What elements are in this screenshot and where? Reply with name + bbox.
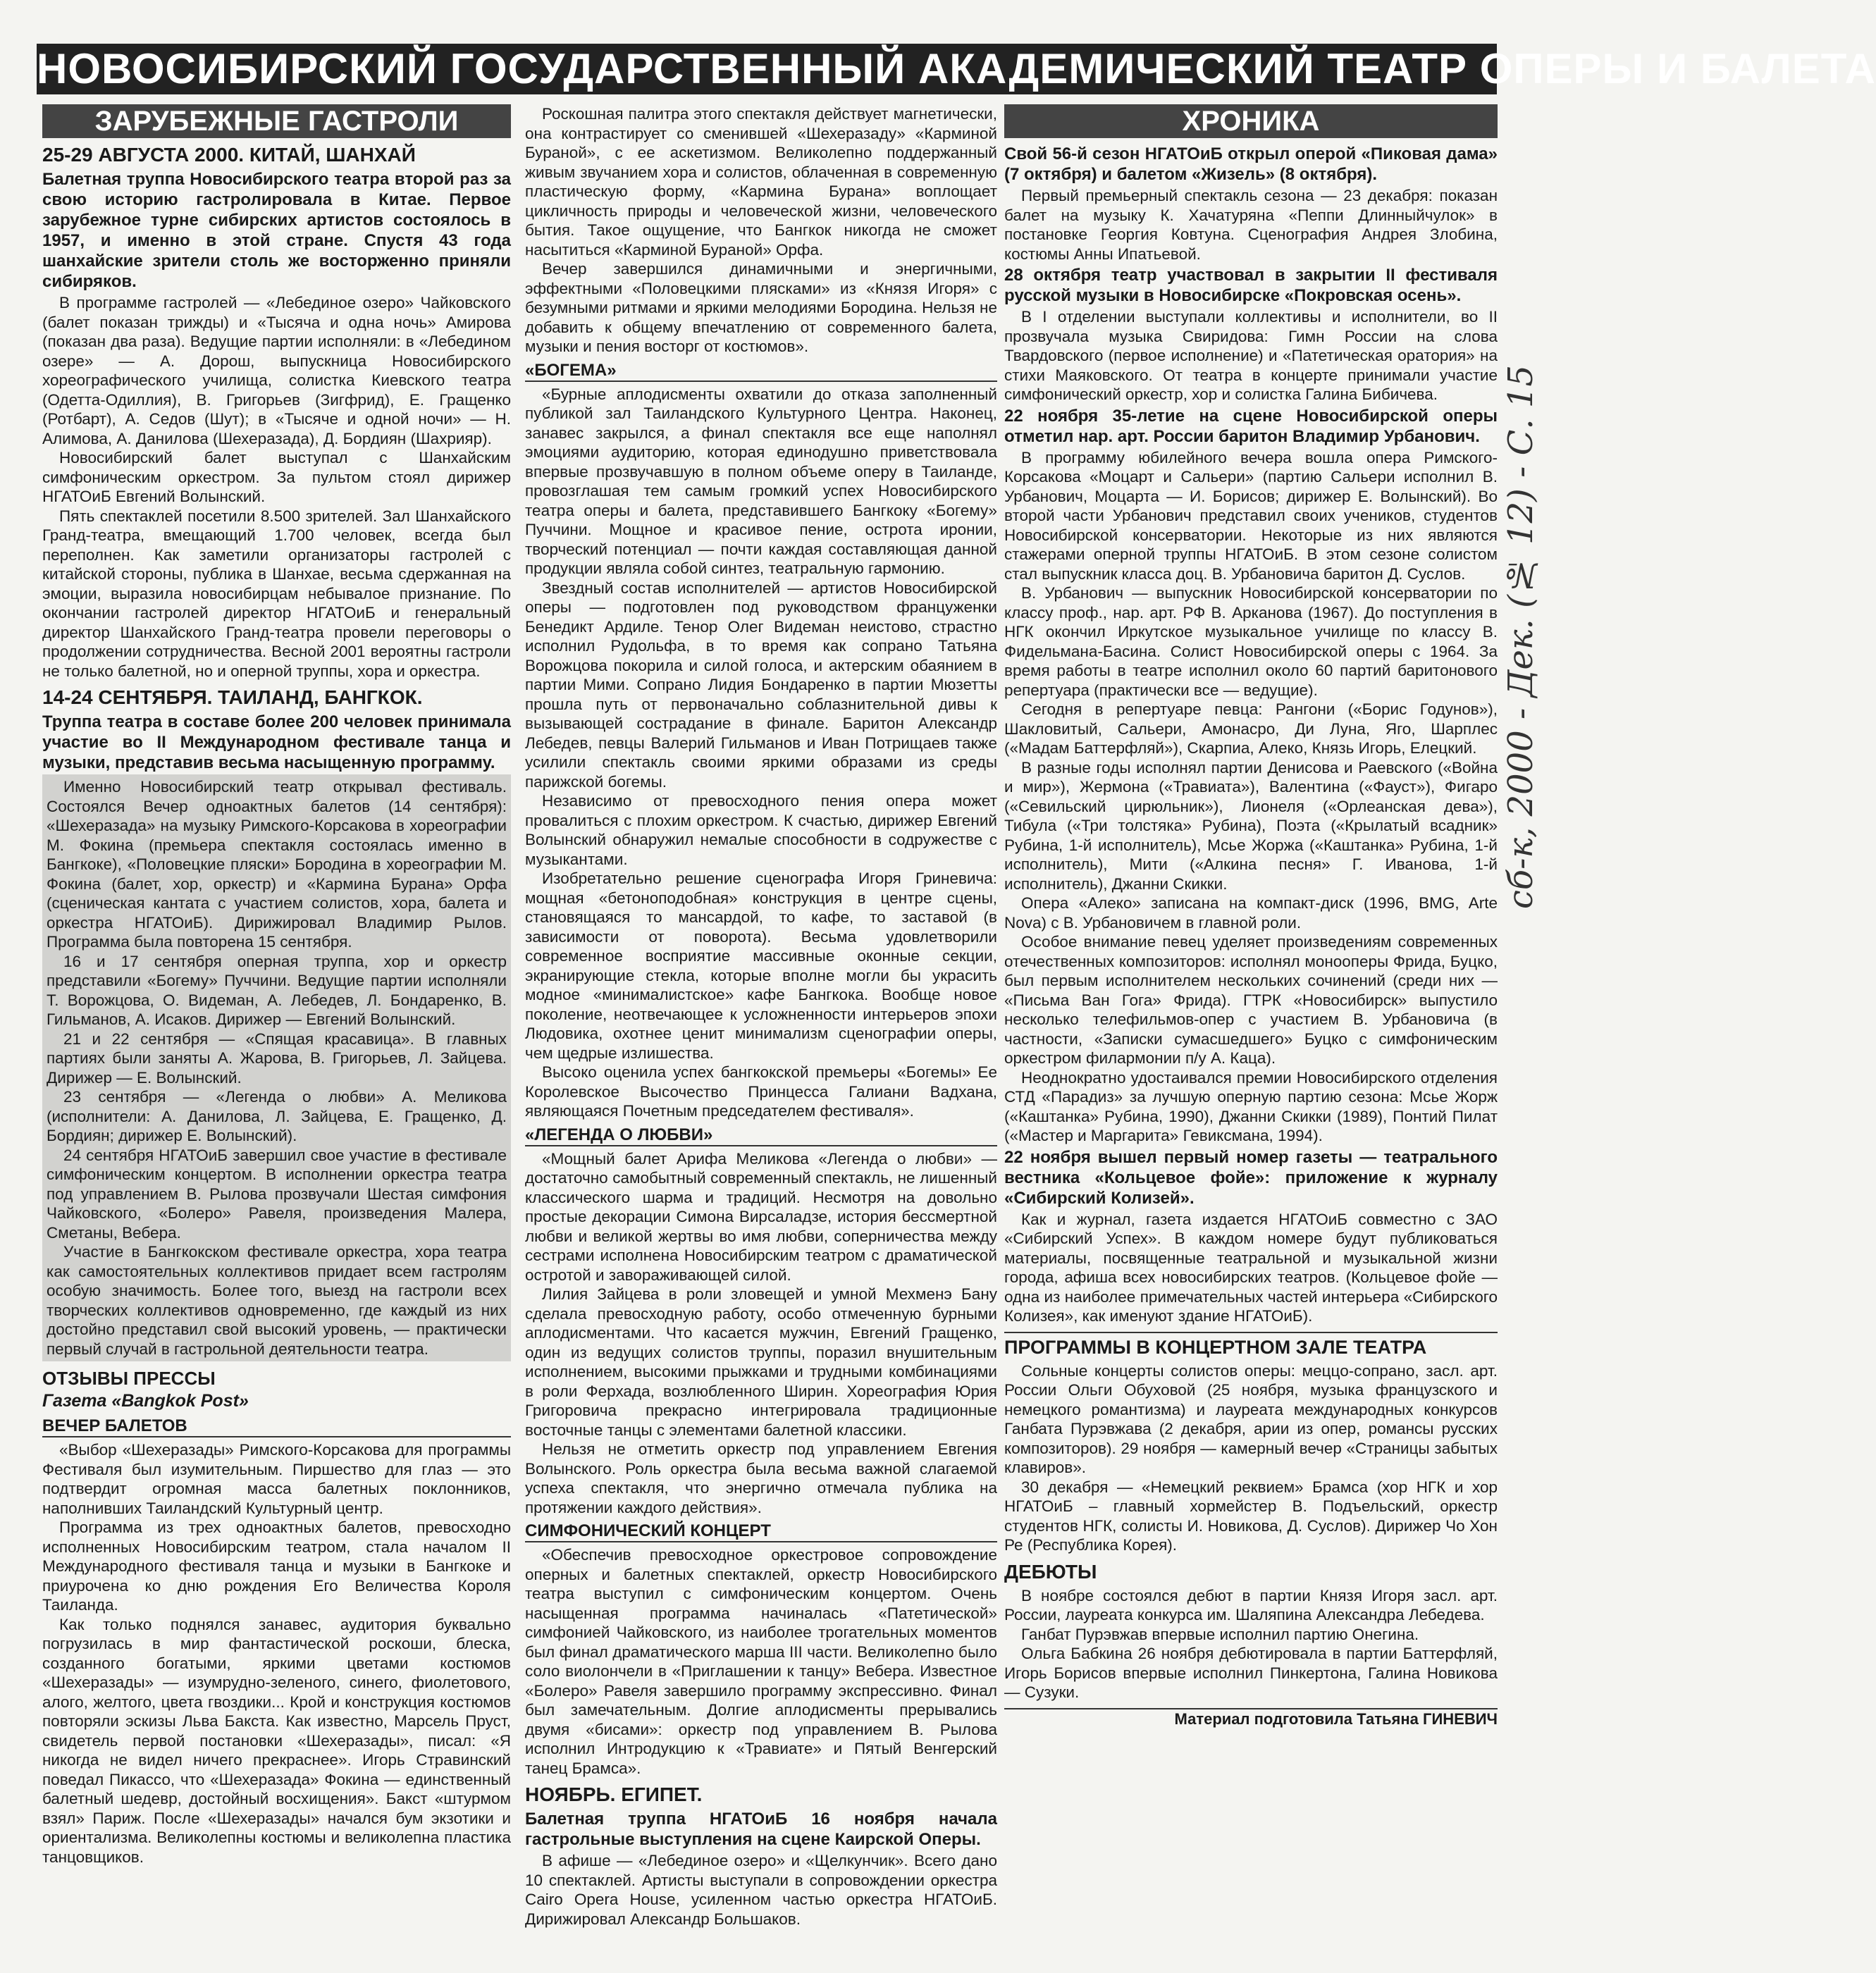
paragraph: Звездный состав исполнителей — артистов Новосибирской оперы — подготовлен под руководством француженки Бенедикт Ардиле. Тенор Олег Видеман неистово, страстно исполнил Рудольфа, в то время как сопрано Татьяна Ворожцова покорила и силой голоса, и актерским обаянием в партии Мими. Сопрано Лидия Бондаренко в партии Мюзетты прошла путь от первоначально соблазнительной дивы к вызывающей сострадание в финале. Баритон Александр Лебедев, певцы Валерий Гильманов и Иван Потрищаев также усилили спектакль своими яркими образами из среды парижской богемы.: [525, 579, 997, 791]
paragraph: «Обеспечив превосходное оркестровое сопровождение оперных и балетных спектаклей, оркестр Новосибирского театра выступил с симфоническим концертом. Очень насыщенная программа начиналась «Патетической» симфонией Чайковского, из наиболее трогательных моментов был финал драматического марша III части. Великолепно было соло виолончели в «Приглашении к танцу» Вебера. Известное «Болеро» Равеля завершило программу экспрессивно. Финал был замечательным. Долгие аплодисменты прерывались двумя «бисами»: оркестр под управлением В. Рылова исполнил Интродукцию к «Травиате» и Пятый Венгерский танец Брамса».: [525, 1546, 997, 1777]
column-press-reviews: [525, 104, 997, 1928]
lead-anniversary: 22 ноября 35-летие на сцене Новосибирской оперы отметил нар. арт. России баритон Владимир Урбанович.: [1004, 406, 1498, 446]
paragraph: В афише — «Лебединое озеро» и «Щелкунчик». Всего дано 10 спектаклей. Артисты выступали в сопровождении оркестра Cairo Opera House, усиленном частью оркестра НГАТОиБ. Дирижировал Александр Большаков.: [525, 1852, 997, 1928]
paragraph: Как только поднялся занавес, аудитория буквально погрузилась в мир фантастической роскоши, блеска, созданного богатыми, яркими цветами костюмов «Шехеразады» — изумрудно-зеленого, синего, фиолетового, алого, желтого, цвета гвоздики... Крой и конструкция костюмов повторяли эскизы Льва Бакста. Как известно, Марсель Пруст, свидетель первой постановки «Шехеразады», писал: «Я никогда не видел ничего прекраснее». Игорь Стравинский поведал Пикассо, что «Шехеразада» Фокина — единственный балетный шедевр, достойный восхищения». Бакст «штурмом взял» Париж. После «Шехеразады» начался бум экзотики и ориентализма. Великолепны костюмы и великолепна пластика танцовщиков.: [42, 1615, 511, 1866]
paragraph: 16 и 17 сентября оперная труппа, хор и оркестр представили «Богему» Пуччини. Ведущие партии исполняли Т. Ворожцова, О. Видеман, А. Лебедев, Л. Бондаренко, В. Гильманов, А. Исаков. Дирижер — Евгений Волынский.: [47, 952, 507, 1028]
paragraph: Высоко оценила успех бангкокской премьеры «Богемы» Ее Королевское Высочество Принцесса Галиани Вадхана, являющаяся Почетным председателем фестиваля».: [525, 1063, 997, 1120]
heading-newspaper-name: Газета «Bangkok Post»: [42, 1391, 249, 1411]
lead-bangkok: Труппа театра в составе более 200 человек принимала участие во II Международном фестивале танца и музыки, представив весьма насыщенную программу.: [42, 712, 511, 772]
paragraph: Программа из трех одноактных балетов, превосходно исполненных Новосибирским театром, стала началом II Международного фестиваля танца и музыки в Бангкоке и приурочена ко дню рождения Его Величества Короля Таиланда.: [42, 1519, 511, 1614]
paragraph: Изобретательно решение сценографа Игоря Гриневича: мощная «бетоноподобная» конструкция в центре сцены, становящаяся то мансардой, то кафе, то заставой (в зависимости от поворота). Весьма удовлетворили современное восприятие массивные оконные секции, экранирующие стекла, которые вполне могли бы украсить модное «минималистское» кафе Бангкока. Вообще новое поколение, неотвечающее к усложненности интерьеров эпохи Людовика, охотнее ценит минимализм сценографии оперы, чем щедрые излишества.: [525, 870, 997, 1062]
paragraph: Лилия Зайцева в роли зловещей и умной Мехменэ Бану сделала превосходную работу, особо отмеченную бурными аплодисментами. Что касается мужчин, Евгений Гращенко, один из ведущих солистов труппы, поразил внушительным исполнением, высокими прыжками и трудными комбинациями в роли Ферхада, возлюбленного Ширин. Хореография Юрия Григоровича прекрасно интегрировала традиционные восточные танцы с элементами балетной классики.: [525, 1285, 997, 1439]
paragraph: В ноябре состоялся дебют в партии Князя Игоря засл. арт. России, лауреата конкурса им. Шаляпина Александра Лебедева.: [1004, 1586, 1498, 1623]
paragraph: 30 декабря — «Немецкий реквием» Брамса (хор НГК и хор НГАТОиБ – главный хормейстер В. Подъельский, оркестр студентов НГК, солисты И. Новикова, Д. Суслов). Дирижер Чо Хон Ре (Республика Корея).: [1004, 1478, 1498, 1554]
lead-newspaper: 22 ноября вышел первый номер газеты — театрального вестника «Кольцевое фойе»: приложение к журналу «Сибирский Колизей».: [1004, 1147, 1498, 1208]
heading-egypt: НОЯБРЬ. ЕГИПЕТ.: [525, 1783, 703, 1805]
paragraph: Ольга Бабкина 26 ноября дебютировала в партии Баттерфляй, Игорь Борисов впервые исполнил Пинкертона, Галина Новикова — Сузуки.: [1004, 1645, 1498, 1701]
paragraph: Ганбат Пурэвжав впервые исполнил партию Онегина.: [1021, 1625, 1419, 1643]
lead-festival: 28 октября театр участвовал в закрытии II фестиваля русской музыки в Новосибирске «Покровская осень».: [1004, 266, 1498, 305]
paragraph: Сегодня в репертуаре певца: Рангони («Борис Годунов»), Шакловитый, Сальери, Амонасро, Ди Луна, Яго, Шарплес («Мадам Баттерфляй»), Скарпиа, Алеко, Князь Игорь, Елецкий.: [1004, 700, 1498, 757]
heading-press-reviews: ОТЗЫВЫ ПРЕССЫ: [42, 1368, 216, 1389]
paragraph: В I отделении выступали коллективы и исполнители, во II прозвучала музыка Свиридова: Гимн России на слова Твардовского (первое исполнение) и «Патетическая оратория» на стихи Маяковского. От театра в концерте принимали участие симфонический оркестр, хор и солистка Галина Бибичева.: [1004, 308, 1498, 403]
masthead: НОВОСИБИРСКИЙ ГОСУДАРСТВЕННЫЙ АКАДЕМИЧЕСКИЙ ТЕАТР ОПЕРЫ И БАЛЕТА: [37, 44, 1497, 94]
paragraph: 21 и 22 сентября — «Спящая красавица». В главных партиях были заняты А. Жарова, В. Григорьев, Л. Зайцева. Дирижер — Е. Волынский.: [47, 1029, 507, 1087]
subheading-legend-of-love: «ЛЕГЕНДА О ЛЮБВИ»: [525, 1125, 997, 1146]
paragraph: В. Урбанович — выпускник Новосибирской консерватории по классу проф., нар. арт. РФ В. Арканова (1967). До поступления в НГК окончил Иркутское музыкальное училище по классу В. Фидельмана-Басина. Солист Новосибирской оперы с 1964. За время работы в театре исполнил около 60 партий баритонового репертуара (практически все — ведущие).: [1004, 584, 1498, 699]
rubric-chronicle: ХРОНИКА: [1004, 104, 1498, 138]
column-foreign-tours: [42, 104, 511, 1908]
paragraph: 24 сентября НГАТОиБ завершил свое участие в фестивале симфоническим концертом. В исполнении оркестра театра под управлением В. Рылова прозвучали Шестая симфония Чайковского, «Болеро» Равеля, произведения Малера, Сметаны, Вебера.: [47, 1146, 507, 1242]
heading-bangkok: 14-24 СЕНТЯБРЯ. ТАИЛАНД, БАНГКОК.: [42, 686, 423, 708]
lead-season: Свой 56-й сезон НГАТОиБ открыл оперой «Пиковая дама» (7 октября) и балетом «Жизель» (8 октября).: [1004, 144, 1498, 184]
paragraph: «Мощный балет Арифа Меликова «Легенда о любви» — достаточно самобытный современный спектакль, не лишенный классического шарма и традиций. Несмотря на довольно простые декорации Симона Вирсаладзе, история бессмертной любви и великой жертвы во имя любви, соперничества между сестрами исполнена Новосибирским театром с драматической остротой и завораживающей силой.: [525, 1149, 997, 1284]
paragraph: «Бурные аплодисменты охватили до отказа заполненный публикой зал Таиландского Культурного Центра. Наконец, занавес закрылся, а финал спектакля все еще наполнял эмоциями аудиторию, которая единодушно приветствовала впервые прозвучавшую в полном объеме оперу в Таиланде, провозглашая тем самым громкий успех Новосибирского театра оперы и балета, представившего Бангкоку «Богему» Пуччини. Мощное и красивое пение, острота иронии, творческий потенциал — почти каждая составляющая данной продукции являла собой синтез, театральную гармонию.: [525, 385, 997, 577]
lead-egypt: Балетная труппа НГАТОиБ 16 ноября начала гастрольные выступления на сцене Каирской Оперы.: [525, 1810, 997, 1849]
heading-concert-hall: ПРОГРАММЫ В КОНЦЕРТНОМ ЗАЛЕ ТЕАТРА: [1004, 1332, 1498, 1359]
shaded-box-festival: [42, 774, 511, 1361]
heading-debuts: ДЕБЮТЫ: [1004, 1560, 1097, 1583]
paragraph: В программе гастролей — «Лебединое озеро» Чайковского (балет показан трижды) и «Тысяча и одна ночь» Амирова (показан два раза). Ведущие партии исполняли: в «Лебедином озере» — А. Дорош, выпускница Новосибирского хореографического училища, солистка Киевского театра (Одетта-Одиллия), В. Григорьев (Зигфрид), Е. Гращенко (Ротбарт), А. Седов (Шут); в «Тысяче и одной ночи» — Н. Алимова, А. Данилова (Шехеразада), Д. Бордиян (Шахрияр).: [42, 294, 511, 447]
paragraph: Именно Новосибирский театр открывал фестиваль. Состоялся Вечер одноактных балетов (14 сентября): «Шехеразада» на музыку Римского-Корсакова в хореографии М. Фокина (премьера спектакля состоялась именно в Бангкоке), «Половецкие пляски» Бородина в хореографии М. Фокина (балет, хор, оркестр) и «Кармина Бурана» Орфа (сценическая кантата с участием солистов, хора, балета и оркестра НГАТОиБ). Дирижировал Владимир Рылов. Программа была повторена 15 сентября.: [47, 778, 507, 951]
paragraph: Опера «Алеко» записана на компакт-диск (1996, BMG, Arte Nova) с В. Урбановичем в главной роли.: [1004, 894, 1498, 932]
paragraph: Независимо от превосходного пения опера может провалиться с плохим оркестром. К счастью, дирижер Евгений Волынский обнаружил немалые способности в содружестве с музыкантами.: [525, 792, 997, 868]
handwritten-note: сб-к, 2000 - Дек. (№ 12) - С. 15: [1501, 365, 1541, 909]
subheading-ballet-evening: ВЕЧЕР БАЛЕТОВ: [42, 1416, 511, 1437]
paragraph: Сольные концерты солистов оперы: меццо-сопрано, засл. арт. России Ольги Обуховой (25 ноября, музыка французского и немецкого романтизма) и лауреата международных конкурсов Ганбата Пурэвжава (2 декабря, арии из опер, романсы русских композиторов). 29 ноября — камерный вечер «Страницы забытых клавиров».: [1004, 1361, 1498, 1476]
paragraph: В программу юбилейного вечера вошла опера Римского-Корсакова «Моцарт и Сальери» (партию Сальери исполнил В. Урбанович, Моцарта — И. Борисов; дирижер Е. Волынский). Во второй части Урбанович представил своих учеников, студентов Новосибирской консерватории. Некоторые из них являются стажерами оперной труппы НГАТОиБ. В этом сезоне солистом стал выпускник класса доц. В. Урбановича баритон Д. Суслов.: [1004, 448, 1498, 583]
paragraph: Особое внимание певец уделяет произведениям современных отечественных композиторов: исполнял монооперы Фрида, Буцко, был первым исполнителем нескольких сочинений (среди них — «Письма Ван Гога» Фрида). ГТРК «Новосибирск» выпустило несколько телефильмов-опер с участием В. Урбановича (в частности, «Записки сумасшедшего» Буцко с симфоническим оркестром филармонии п/у А. Каца).: [1004, 933, 1498, 1067]
paragraph: «Выбор «Шехеразады» Римского-Корсакова для программы Фестиваля был изумительным. Пиршество для глаз — это подтвердит огромная масса балетных поклонников, наполнивших Таиландский Культурный центр.: [42, 1441, 511, 1517]
paragraph: Нельзя не отметить оркестр под управлением Евгения Волынского. Роль оркестра была весьма важной слагаемой успеха спектакля, что энергично отмечала публика на протяжении каждого действия».: [525, 1440, 997, 1516]
subheading-boheme: «БОГЕМА»: [525, 361, 997, 382]
paragraph: Неоднократно удостаивался премии Новосибирского отделения СТД «Парадиз» за лучшую оперную партию сезона: Мсье Жорж («Каштанка» Рубина, 1990), Джанни Скикки (1989), Понтий Пилат («Мастер и Маргарита» Гевиксмана, 1994).: [1004, 1068, 1498, 1144]
rubric-foreign-tours: ЗАРУБЕЖНЫЕ ГАСТРОЛИ: [42, 104, 511, 138]
heading-shanghai: 25-29 АВГУСТА 2000. КИТАЙ, ШАНХАЙ: [42, 144, 416, 166]
paragraph: Роскошная палитра этого спектакля действует магнетически, она контрастирует со сменившей «Шехеразаду» «Карминой Бураной», с ее аскетизмом. Великолепно поддержанный живым звучанием хора и солистов, облаченная в современную пластическую форму, «Кармина Бурана» воплощает цикличность природы и человеческой жизни, человеческого бытия. Такое ощущение, что Бангкок никогда не сможет насытиться «Карминой Бураной» Орфа.: [525, 105, 997, 259]
author-signature: Материал подготовила Татьяна ГИНЕВИЧ: [1004, 1708, 1498, 1729]
paragraph: Вечер завершился динамичными и энергичными, эффектными «Половецкими плясками» из «Князя Игоря» с безумными ритмами и яркими мелодиями Бородина. Нельзя не добавить к общему впечатлению от современного балета, музыки и пения восторг от костюмов».: [525, 260, 997, 355]
lead-shanghai: Балетная труппа Новосибирского театра второй раз за свою историю гастролировала в Китае. Первое зарубежное турне сибирских артистов состоялось в 1957, и именно в этой стране. Спустя 43 года шанхайские зрители столь же восторженно приняли сибиряков.: [42, 170, 511, 291]
column-chronicle: [1004, 104, 1498, 1908]
paragraph: Новосибирский балет выступал с Шанхайским симфоническим оркестром. За пультом стоял дирижер НГАТОиБ Евгений Волынский.: [42, 449, 511, 505]
paragraph: В разные годы исполнял партии Денисова и Раевского («Война и мир»), Жермона («Травиата»), Валентина («Фауст»), Фигаро («Севильский цирюльник»), Лионеля («Орлеанская дева»), Тибула («Три толстяка» Рубина), Поэта («Крылатый всадник» Рубина, 1-й исполнитель), Мсье Жоржа («Каштанка» Рубина, 1-й исполнитель), Мити («Алкина песня» Г. Иванова, 1-й исполнитель), Джанни Скикки.: [1004, 758, 1498, 893]
subheading-symphony-concert: СИМФОНИЧЕСКИЙ КОНЦЕРТ: [525, 1521, 997, 1542]
paragraph: Первый премьерный спектакль сезона — 23 декабря: показан балет на музыку К. Хачатуряна «Пеппи Длинныйчулок» в постановке Георгия Ковтуна. Сценография Андрея Злобина, костюмы Анны Ипатьевой.: [1004, 187, 1498, 263]
paragraph: 23 сентября — «Легенда о любви» А. Меликова (исполнители: А. Данилова, Л. Зайцева, Е. Гращенко, Д. Бордиян; дирижер Е. Волынский).: [47, 1088, 507, 1144]
paragraph: Пять спектаклей посетили 8.500 зрителей. Зал Шанхайского Гранд-театра, вмещающий 1.700 человек, всегда был переполнен. Как заметили организаторы гастролей с китайской стороны, публика в Шанхае, весьма сдержанная на эмоции, выразила новосибирцам небывалое признание. По окончании гастролей директор НГАТОиБ и генеральный директор Шанхайского Гранд-театра провели переговоры о продолжении сотрудничества. Весной 2001 вероятны гастроли не только балетной, но и оперной труппы, хора и оркестра.: [42, 507, 511, 680]
paragraph: Участие в Бангкокском фестивале оркестра, хора театра как самостоятельных коллективов придает всем гастролям особую значимость. Более того, выезд на гастроли всех творческих коллективов одновременно, где каждый из них достойно представил свой высокий уровень, — практически первый случай в гастрольной деятельности театра.: [47, 1243, 507, 1358]
paragraph: Как и журнал, газета издается НГАТОиБ совместно с ЗАО «Сибирский Успех». В каждом номере будут публиковаться материалы, посвященные театральной и музыкальной жизни города, афиша всех новосибирских театров. (Кольцевое фойе — одна из наиболее примечательных частей интерьера «Сибирского Колизея», как именуют здание НГАТОиБ).: [1004, 1210, 1498, 1325]
